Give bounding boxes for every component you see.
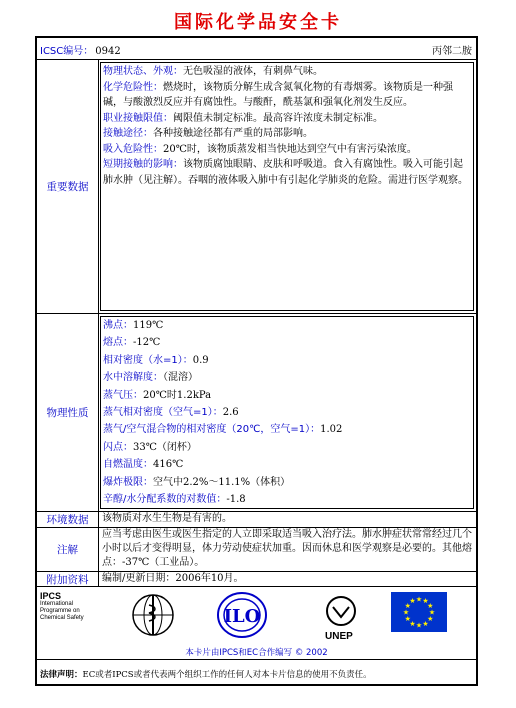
unep-emblem-icon (319, 593, 363, 633)
logos-section (37, 587, 476, 660)
physical-property-key: 辛醇/水分配系数的对数值： (103, 494, 227, 506)
safety-card (35, 36, 478, 686)
important-data-key: 化学危险性： (103, 81, 163, 93)
physical-property-key: 自燃温度： (103, 459, 153, 471)
physical-property-item (103, 456, 471, 473)
eu-star-icon: ★ (415, 621, 423, 630)
important-data-key: 短期接触的影响： (103, 159, 183, 170)
physical-property-key: 水中溶解度： (103, 372, 163, 384)
physical-property-value: 20℃时1.2kPa (143, 389, 212, 401)
notes-section (37, 528, 476, 572)
eu-flag (391, 592, 447, 632)
physical-property-key: 闪点： (103, 441, 133, 453)
who-emblem-icon (129, 591, 177, 639)
physical-property-item (103, 334, 471, 351)
physical-property-value: 1.02 (320, 424, 343, 436)
physical-property-item (103, 387, 471, 404)
icsc-number: 0942 (95, 46, 121, 57)
important-data-value: 无色吸湿的液体，有刺鼻气味。 (183, 66, 323, 77)
physical-property-item (103, 439, 471, 456)
ilo-emblem-icon (215, 590, 269, 640)
physical-property-item (103, 404, 471, 421)
physical-property-value: 119℃ (133, 320, 164, 331)
physical-property-item (103, 317, 471, 334)
additional-info-text: 编制/更新日期：2006年10月。 (102, 573, 244, 584)
physical-property-value: （混溶） (163, 372, 198, 384)
notes-text: 应当考虑由医生或医生指定的人立即采取适当吸入治疗法。肺水肿症状常常经过几个小时以后才变得明显，体力劳动使症状加重。因而休息和医学观察是必要的。其他熔点：-37℃（工业品）。 (102, 529, 472, 568)
additional-info-section (37, 572, 476, 587)
physical-properties-content (100, 316, 474, 509)
eu-star-icon: ★ (409, 597, 416, 606)
eu-star-icon: ★ (404, 602, 411, 610)
important-data-content (100, 62, 474, 311)
important-data-value: 阈限值未制定标准。最高容许浓度未制定标准。 (173, 112, 383, 124)
eu-star-icon: ★ (415, 595, 423, 604)
important-data-item (103, 126, 471, 142)
physical-property-key: 熔点： (103, 337, 133, 349)
physical-property-key: 爆炸极限： (103, 476, 153, 488)
physical-property-value: -12℃ (133, 337, 161, 349)
important-data-item (103, 80, 471, 111)
legal-disclaimer: 法律声明：EC或者IPCS或者代表两个组织工作的任何人对本卡片信息的使用不负责任。 (40, 670, 372, 680)
important-data-item (103, 64, 471, 80)
physical-property-key: 相对密度（水=1）： (103, 354, 193, 366)
eu-star-icon: ★ (422, 619, 429, 628)
important-data-key: 物理状态、外观： (103, 66, 183, 77)
physical-property-value: 33℃（闭杯） (133, 441, 197, 453)
important-data-value: 燃烧时，该物质分解生成含氮氧化物的有毒烟雾。该物质是一种强碱，与酸激烈反应并有腐蚀性。与酸酐，酰基氯和强氧化剂发生反应。 (103, 81, 453, 108)
important-data-key: 吸入危险性： (103, 143, 163, 155)
eu-stars-icon (391, 592, 447, 632)
physical-property-value: 2.6 (222, 407, 239, 419)
environment-label: 环境数据 (37, 512, 99, 527)
eu-star-icon: ★ (404, 615, 411, 623)
physical-property-item (103, 474, 471, 491)
eu-star-icon: ★ (422, 597, 429, 606)
card-title: 国际化学品安全卡 (174, 12, 342, 33)
eu-star-icon: ★ (427, 602, 434, 610)
unep-label: UNEP (325, 631, 353, 642)
important-data-key: 接触途径： (103, 128, 153, 139)
physical-property-key: 蒸气/空气混合物的相对密度（20℃，空气=1）： (103, 424, 321, 436)
additional-info-label: 附加资料 (37, 572, 99, 586)
important-data-value: 该物质腐蚀眼睛、皮肤和呼吸道。食入有腐蚀性。吸入可能引起肺水肿（见注解）。吞咽的液体吸入肺中有引起化学肺炎的危险。需进行医学观察。 (103, 159, 468, 186)
physical-property-key: 沸点： (103, 320, 133, 331)
important-data-item (103, 142, 471, 158)
eu-star-icon: ★ (427, 615, 434, 623)
important-data-item (103, 111, 471, 127)
svg-text:ILO: ILO (223, 606, 261, 627)
chemical-name: 丙邻二胺 (432, 46, 472, 57)
physical-property-key: 蒸气压： (103, 389, 143, 401)
physical-property-item (103, 369, 471, 386)
physical-properties-label: 物理性质 (37, 314, 99, 511)
important-data-section (37, 60, 476, 314)
important-data-item (103, 157, 471, 188)
physical-property-value: 空气中2.2%～11.1%（体积） (153, 476, 291, 488)
physical-property-value: 416℃ (153, 459, 184, 471)
eu-star-icon: ★ (428, 608, 436, 617)
important-data-key: 职业接触限值： (103, 112, 173, 124)
physical-property-value: 0.9 (192, 354, 209, 366)
notes-label: 注解 (37, 528, 99, 571)
important-data-value: 各种接触途径都有严重的局部影响。 (153, 128, 313, 139)
physical-property-item (103, 491, 471, 508)
environment-section (37, 512, 476, 528)
environment-text: 该物质对水生生物是有害的。 (102, 513, 232, 524)
physical-property-item (103, 421, 471, 438)
physical-property-value: -1.8 (226, 494, 246, 506)
icsc-number-label: ICSC编号： 0942 (40, 46, 121, 57)
physical-properties-section (37, 314, 476, 512)
card-header (37, 38, 476, 60)
ipcs-logo: IPCS International Programme on Chemical Safety (40, 591, 84, 621)
ipcs-credit: 本卡片由IPCS和EC合作编写 © 2002 (185, 648, 328, 658)
important-data-label: 重要数据 (37, 60, 99, 313)
physical-property-item (103, 352, 471, 369)
eu-star-icon: ★ (409, 619, 416, 628)
eu-star-icon: ★ (402, 608, 410, 617)
physical-property-key: 蒸气相对密度（空气=1）： (103, 407, 223, 419)
important-data-value: 20℃时，该物质蒸发相当快地达到空气中有害污染浓度。 (163, 143, 417, 155)
